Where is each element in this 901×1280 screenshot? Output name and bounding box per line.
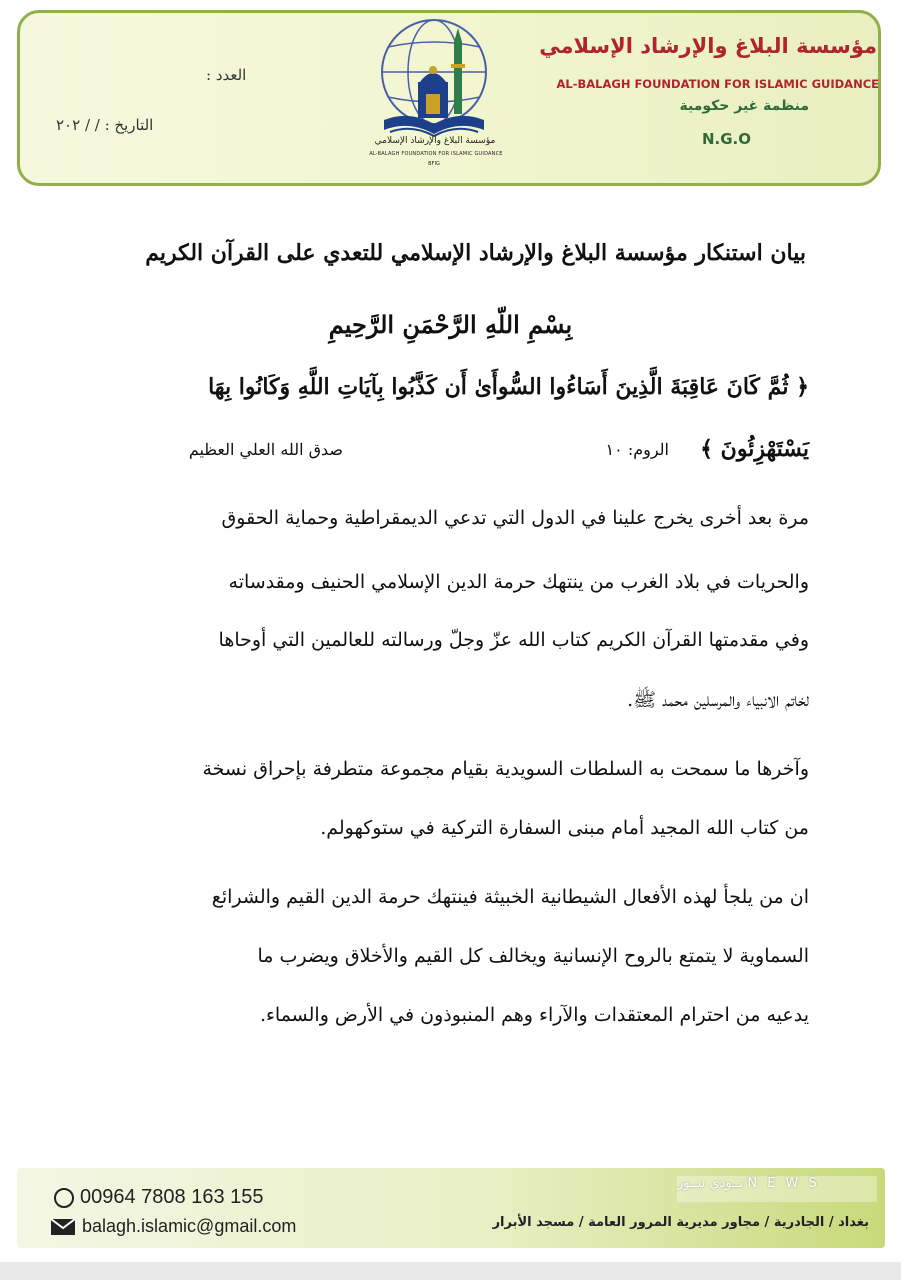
document-number-label: العدد : [206, 66, 247, 84]
logo-caption-abbreviation: BFIG [428, 161, 440, 167]
org-ngo-label: N.G.O [701, 130, 751, 148]
quran-verse-line-1: ﴿ ثُمَّ كَانَ عَاقِبَةَ الَّذِينَ أَسَاءُوا السُّوأَىٰ أَن كَذَّبُوا بِآيَاتِ اللَّهِ وَكَانُوا بِهَا [208, 374, 809, 400]
quran-verse-line-2: يَسْتَهْزِئُونَ ﴾ [700, 436, 809, 462]
basmala: بِسْمِ اللّهِ الرَّحْمَنِ الرَّحِيمِ [328, 310, 573, 339]
document-date-label: التاريخ : / / ٢٠٢ [56, 116, 154, 134]
paragraph-1-line: مرة بعد أخرى يخرج علينا في الدول التي تدعي الديمقراطية وحماية الحقوق [221, 507, 809, 529]
foundation-logo-icon [364, 12, 504, 172]
logo-caption-arabic: مؤسسة البلاغ والإرشاد الإسلامي [374, 136, 496, 146]
mail-icon [50, 1218, 76, 1236]
paragraph-1-line: لخاتم الانبياء والمرسلين محمد ﷺ. [627, 689, 809, 711]
paragraph-2-line: من كتاب الله المجيد أمام مبنى السفارة التركية في ستوكهولم. [320, 817, 809, 839]
paragraph-3-line: السماوية لا يتمتع بالروح الإنسانية ويخالف كل القيم والأخلاق ويضرب ما [257, 945, 809, 967]
statement-title: بيان استنكار مؤسسة البلاغ والإرشاد الإسلامي للتعدي على القرآن الكريم [145, 240, 806, 266]
bottom-strip [0, 1262, 901, 1280]
org-name-english: AL-BALAGH FOUNDATION FOR ISLAMIC GUIDANCE [556, 77, 879, 91]
footer-email-address[interactable]: balagh.islamic@gmail.com [82, 1216, 297, 1236]
org-name-arabic: مؤسسة البلاغ والإرشاد الإسلامي [539, 34, 877, 58]
paragraph-1-line: والحريات في بلاد الغرب من ينتهك حرمة الدين الإسلامي الحنيف ومقدساته [228, 571, 809, 593]
footer-phone-number: 00964 7808 163 155 [80, 1186, 264, 1208]
news-watermark: تــودي نيــوز N E W S [677, 1176, 877, 1202]
org-status-arabic: منظمة غير حكومية [679, 98, 809, 114]
verse-reference: الروم: ١٠ [605, 440, 669, 459]
phone-icon [54, 1188, 74, 1208]
paragraph-2-line: وآخرها ما سمحت به السلطات السويدية بقيام مجموعة متطرفة بإحراق نسخة [202, 758, 809, 780]
logo-caption-english: AL-BALAGH FOUNDATION FOR ISLAMIC GUIDANCE [369, 151, 503, 157]
verse-closing: صدق الله العلي العظيم [188, 440, 343, 459]
paragraph-3-line: ان من يلجأ لهذه الأفعال الشيطانية الخبيثة فينتهك حرمة الدين القيم والشرائع [211, 886, 809, 908]
paragraph-3-line: يدعيه من احترام المعتقدات والآراء وهم المنبوذون في الأرض والسماء. [259, 1004, 809, 1026]
paragraph-1-line: وفي مقدمتها القرآن الكريم كتاب الله عزّ وجلّ ورسالته للعالمين التي أوحاها [218, 629, 809, 651]
footer-address: بغداد / الجادرية / مجاور مديرية المرور العامة / مسجد الأبرار [492, 1215, 869, 1230]
